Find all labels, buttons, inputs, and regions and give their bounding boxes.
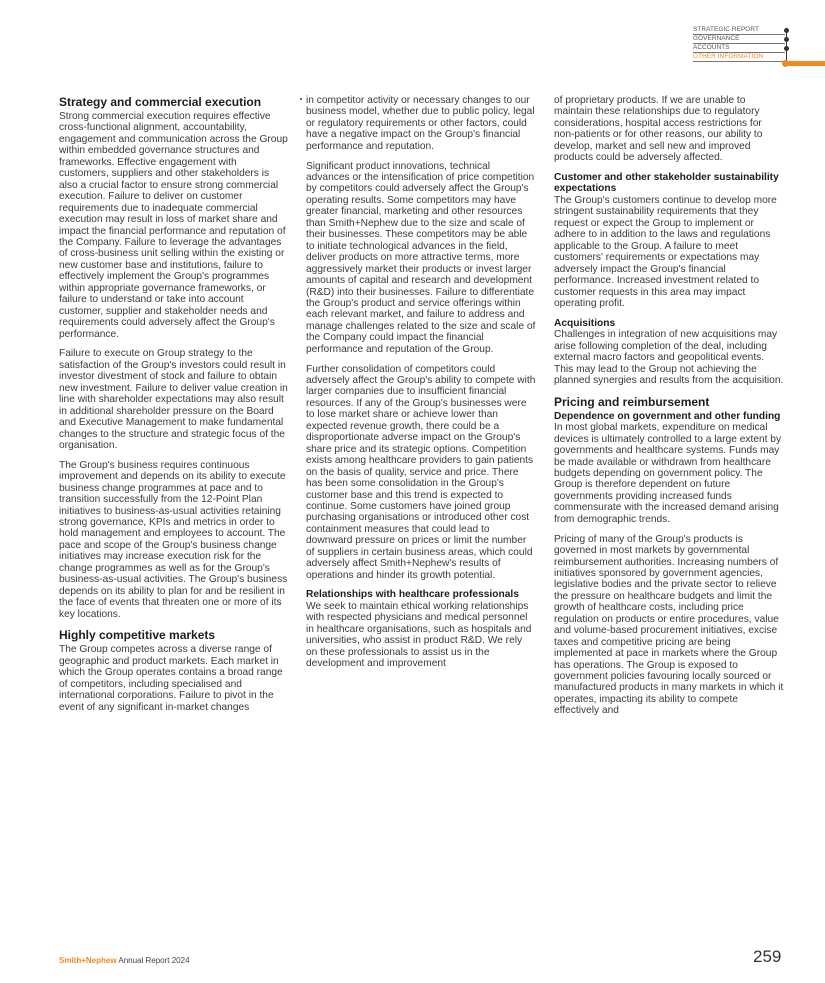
section-nav [693,26,825,72]
paragraph: Significant product innovations, technical advances or the intensification of price competition by competitors could adversely affect the Group's operating results. Some competitors may have greater financial, marketing and other resources than Smith+Nephew due to the size and scale of their businesses. These competitors may be able to initiate technological advances in the field, deliver products on more attractive terms, more aggressively market their products or invest larger amounts of capital and research and development (R&D) into their businesses. Failure to differentiate the Group's product and service offerings within each relevant market, and failure to address and manage challenges related to the size and scale of the Company could impact the financial performance and reputation of the Group. [306,160,536,355]
paragraph: in competitor activity or necessary changes to our business model, whether due to public policy, legal or regulatory requirements or other factors, could have a negative impact on the Group's financial performance and reputation. [306,95,535,152]
column-marker [300,98,302,100]
nav-item-accounts[interactable]: ACCOUNTS [693,44,730,51]
heading-dependence-funding: Dependence on government and other funding [554,410,781,422]
brand-name: Smith+Nephew [59,956,117,965]
paragraph: The Group's business requires continuous improvement and depends on its ability to execute business change programmes at pace and to transition successfully from the 12-Point Plan initiatives to business-as-usual activities retaining strong governance, KPIs and metrics in order to hold management and employees to account. The pace and scope of the Group's business change initiatives may increase execution risk for the change programmes as well as for the Group's business-as-usual activities. The Group's business depends on its ability to plan for and be resilient in the face of events that threaten one or more of its key locations. [59,459,288,620]
nav-active-bar [785,61,825,66]
nav-marker-dot [784,37,789,42]
report-title: Annual Report 2024 [116,956,190,965]
heading-relationships: Relationships with healthcare professionals [306,589,519,601]
paragraph: In most global markets, expenditure on medical devices is ultimately controlled to a large extent by governments and healthcare systems. Funds may be made available or withdrawn from healthcare budgets depending on government policy. The Group is therefore dependent on future governments providing increased funds commensurate with the increased demand arising from demographic trends. [554,422,782,525]
page-number: 259 [753,947,782,966]
heading-competitive-markets: Highly competitive markets [59,628,216,643]
paragraph: Challenges in integration of new acquisitions may arise following completion of the deal, including external macro factors and geopolitical events. This may lead to the Group not achieving the planned synergies and results from the acquisition. [554,329,784,387]
column-2 [306,95,536,678]
footer [59,956,190,965]
column-3 [554,95,784,725]
paragraph: We seek to maintain ethical working relationships with respected physicians and medical personnel in healthcare organisations, such as hospitals and universities, who assist in product R&D. We rely on these professionals to assist us in the development and improvement [306,600,532,670]
nav-item-other-information[interactable]: OTHER INFORMATION [693,53,764,60]
nav-marker-dot [784,28,789,33]
nav-item-strategic-report[interactable]: STRATEGIC REPORT [693,26,759,33]
heading-pricing-reimbursement: Pricing and reimbursement [554,394,710,409]
nav-active-dot [782,60,789,67]
column-1 [59,95,289,721]
paragraph: Failure to execute on Group strategy to the satisfaction of the Group's investors could result in investor divestment of stock and failure to obtain new investment. Failure to deliver value creation in line with shareholder expectations may also result in additional shareholder pressure on the Board and Executive Management to make fundamental changes to the structure and strategic focus of the organisation. [59,348,288,451]
nav-item-governance[interactable]: GOVERNANCE [693,35,740,42]
paragraph: The Group competes across a diverse range of geographic and product markets. Each market in which the Group operates contains a broad range of competitors, including specialised and international corporations. Failure to pivot in the event of any significant in-market changes [59,644,283,713]
paragraph: of proprietary products. If we are unable to maintain these relationships due to regulatory considerations, hospital access restrictions for non-patients or for other reasons, our ability to develop, market and sell new and improved products could be adversely affected. [554,95,763,164]
paragraph: Further consolidation of competitors could adversely affect the Group's ability to compete with larger companies due to insufficient financial resources. If any of the Group's businesses were to lose market share or achieve lower than expected revenue growth, there could be a disproportionate adverse impact on the Group's share price and its strategic options. Competition exists among healthcare providers to gain patients on the basis of quality, service and price. There has been some consolidation in the Group's customer base and this trend is expected to continue. Some customers have joined group purchasing organisations or introduced other cost containment measures that could lead to downward pressure on prices or limit the number of suppliers in certain business areas, which could adversely affect Smith+Nephew's results of operations and hinder its growth potential. [306,363,536,581]
heading-strategy: Strategy and commercial execution [59,95,262,109]
nav-divider [693,61,785,62]
nav-marker-dot [784,46,789,51]
heading-acquisitions: Acquisitions [554,317,616,329]
paragraph: Pricing of many of the Group's products is governed in most markets by governmental reimbursement authorities. Increasing numbers of initiatives sponsored by government agencies, legislative bodies and the private sector to relieve the pressure on healthcare budgets and limit the growth of healthcare costs, including price regulation on products or entire procedures, value and volume-based procurement initiatives, excise taxes and competitive pricing are being implemented at pace in markets where the Group has operations. The Group is exposed to government policies favouring locally sourced or manufactured products in many markets in which it operates, impacting its ability to compete effectively and [554,533,784,717]
paragraph: Strong commercial execution requires effective cross-functional alignment, accountability, engagement and communication across the Group within embedded governance structures and frameworks. Effective engagement with customers, suppliers and other stakeholders is also a crucial factor to ensure strong commercial execution. Failure to deliver on customer requirements due to inadequate commercial execution may result in loss of market share and impact the financial performance and reputation of the Company. Failure to leverage the advantages of cross-business unit selling within the existing or new customer base and institutions, failure to effectively implement the Group's programmes within appropriate governance frameworks, or failure to understand or take into account customer, supplier and stakeholder needs and requirements could adversely affect the Group's performance. [59,111,288,340]
heading-customer-sustainability: Customer and other stakeholder sustainability expectations [554,172,779,195]
paragraph: The Group's customers continue to develop more stringent sustainability requirements that they request or expect the Group to implement or adhere to in addition to the laws and regulations applicable to the Group. A failure to meet customers' requirements or expectations may adversely impact the Group's financial performance. Increased investment related to customer requests in this area may impact operating profit. [554,194,777,309]
